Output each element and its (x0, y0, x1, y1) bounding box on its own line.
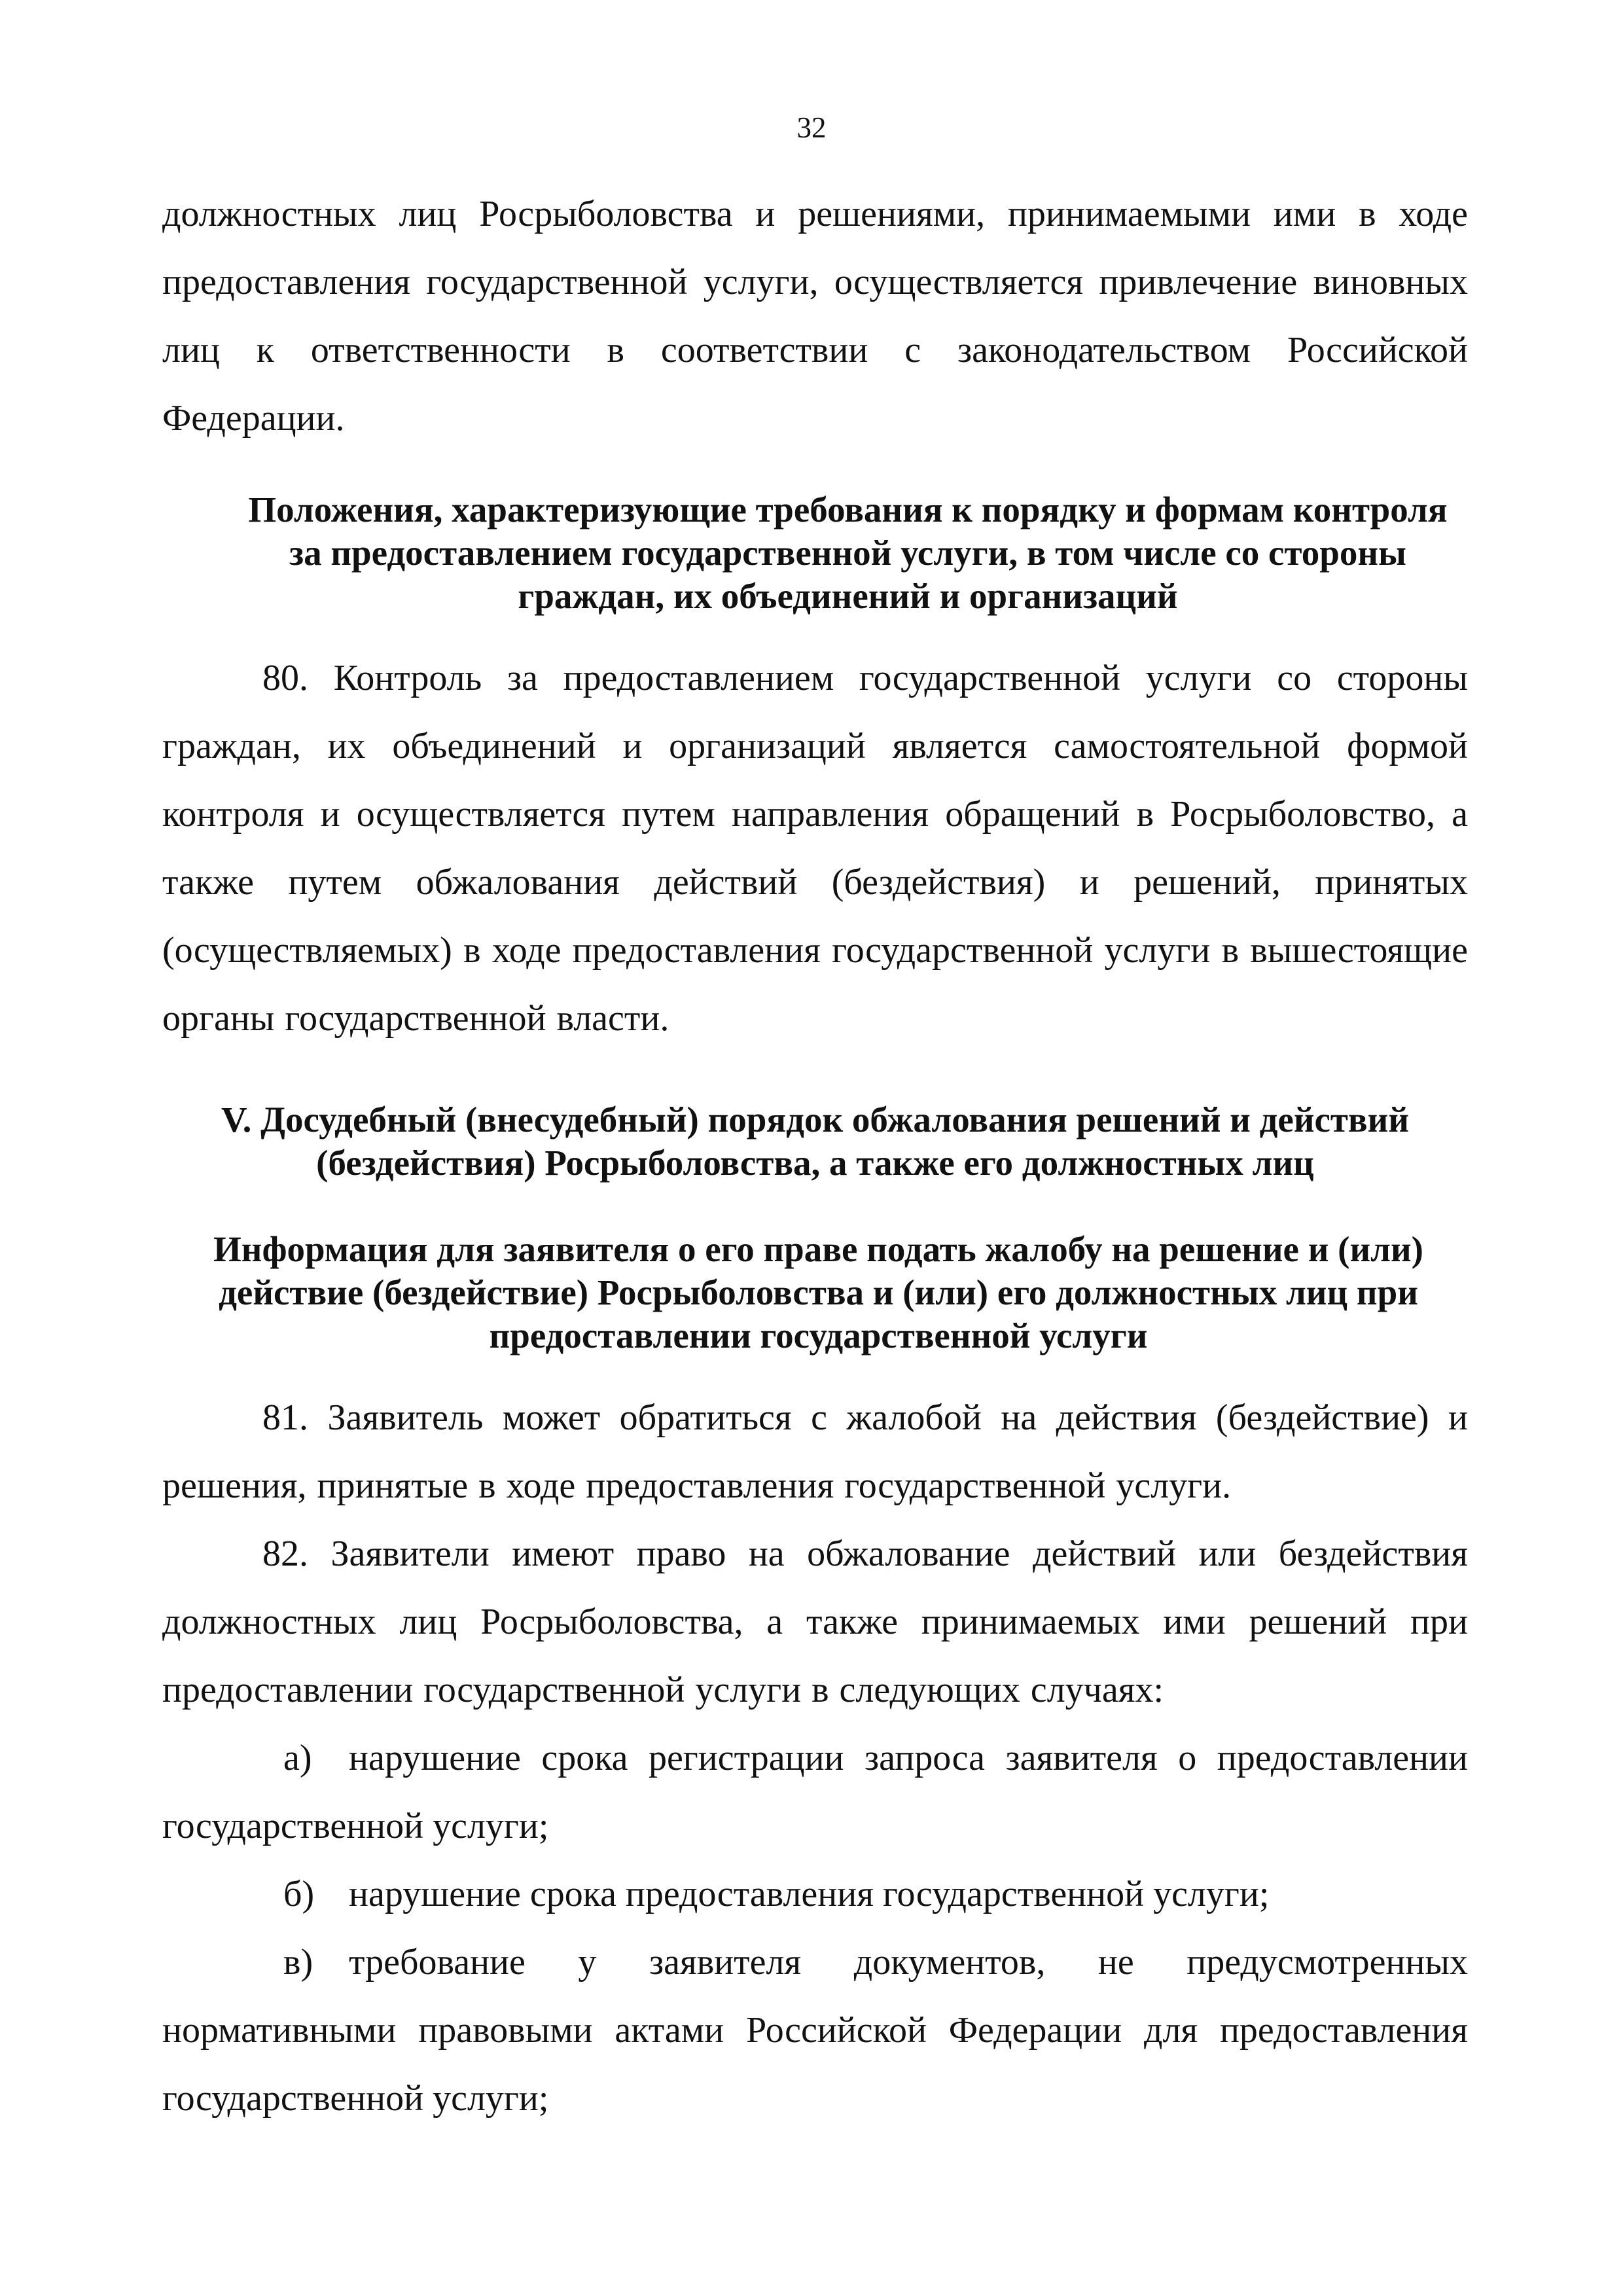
chapter-heading-v: V. Досудебный (внесудебный) порядок обжалования решений и действий (бездействия) Росрыболовства, а также его должностных лиц (221, 1100, 1410, 1183)
list-item-b (162, 1860, 1468, 1928)
section-heading-complaint-info: Информация для заявителя о его праве подать жалобу на решение и (или) действие (бездействие) Росрыболовства и (или) его должностных лиц при предоставлении государственной услуги (213, 1229, 1423, 1355)
list-item-marker: а) (283, 1738, 312, 1778)
list-item-text: нарушение срока регистрации запроса заявителя о предоставлении государственной услуги; (162, 1738, 1468, 1846)
paragraph-81: 81. Заявитель может обратиться с жалобой на действия (бездействие) и решения, принятые в ходе предоставления государственной услуги. (162, 1397, 1468, 1506)
list-item-text: требование у заявителя документов, не предусмотренных нормативными правовыми актами Российской Федерации для предоставления государственной услуги; (162, 1942, 1468, 2119)
section-heading-control: Положения, характеризующие требования к порядку и формам контроля за предоставлением государственной услуги, в том числе со стороны граждан, их объединений и организаций (248, 490, 1448, 616)
list-item-marker: б) (283, 1874, 315, 1914)
page-number: 32 (796, 111, 827, 144)
paragraph-82: 82. Заявители имеют право на обжалование действий или бездействия должностных лиц Росрыболовства, а также принимаемых ими решений при предоставлении государственной услуги в следующих случаях: (162, 1534, 1468, 1710)
list-item-marker: в) (283, 1942, 313, 1982)
paragraph-80: 80. Контроль за предоставлением государственной услуги со стороны граждан, их объединений и организаций является самостоятельной формой контроля и осуществляется путем направления обращений в Росрыболовство, а также путем обжалования действий (бездействия) и решений, принятых (осуществляемых) в ходе предоставления государственной услуги в вышестоящие органы государственной власти. (162, 658, 1468, 1039)
document-body (162, 180, 1468, 2132)
paragraph-intro: должностных лиц Росрыболовства и решениями, принимаемыми ими в ходе предоставления государственной услуги, осуществляется привлечение виновных лиц к ответственности в соответствии с законодательством Российской Федерации. (162, 194, 1468, 439)
list-item-text: нарушение срока предоставления государственной услуги; (349, 1874, 1270, 1914)
list-item-v (162, 1928, 1468, 2132)
list-item-a (162, 1724, 1468, 1860)
